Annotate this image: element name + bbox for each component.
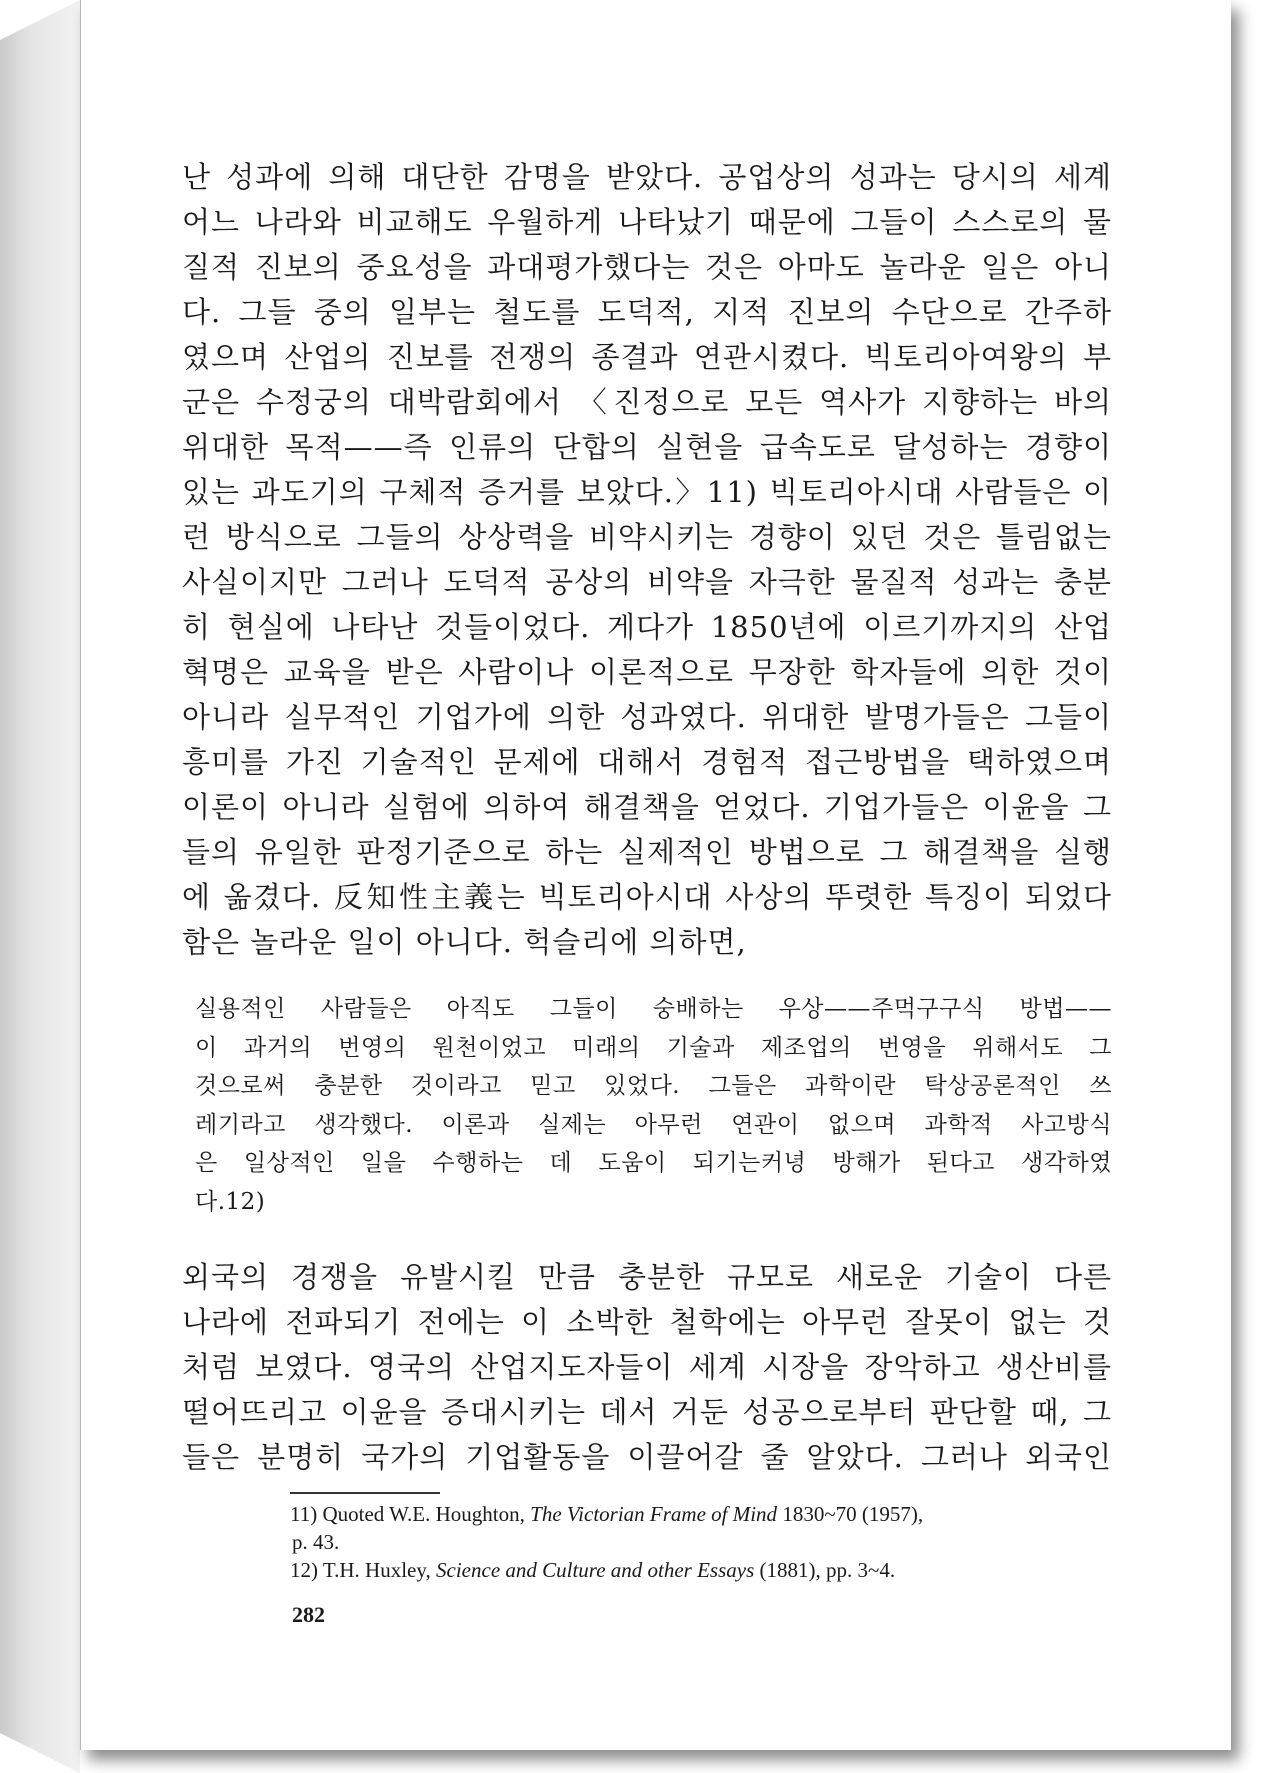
book-edge-top-cut <box>0 0 80 40</box>
text-line: 외국의 경쟁을 유발시킬 만큼 충분한 규모로 새로운 기술이 다른 <box>182 1260 1112 1294</box>
text-line: 위대한 목적——즉 인류의 단합의 실현을 급속도로 달성하는 경향이 <box>182 430 1112 464</box>
text-line: 떨어뜨리고 이윤을 증대시키는 데서 거둔 성공으로부터 판단할 때, 그 <box>182 1395 1112 1429</box>
text-line: 있는 과도기의 구체적 증거를 보았다.〉11) 빅토리아시대 사람들은 이 <box>182 475 1112 509</box>
text-line: 히 현실에 나타난 것들이었다. 게다가 1850년에 이르기까지의 산업 <box>182 610 1112 644</box>
book-spine-edge <box>0 0 80 1773</box>
text-line: 나라에 전파되기 전에는 이 소박한 철학에는 아무런 잘못이 없는 것 <box>182 1305 1112 1339</box>
text-line: 였으며 산업의 진보를 전쟁의 종결과 연관시켰다. 빅토리아여왕의 부 <box>182 340 1112 374</box>
page-number: 282 <box>292 1602 325 1627</box>
text-line: 사실이지만 그러나 도덕적 공상의 비약을 자극한 물질적 성과는 충분 <box>182 565 1112 599</box>
block-quote <box>195 990 1112 1221</box>
footnote-11-continuation: p. 43. <box>292 1530 340 1554</box>
quote-line: 실용적인 사람들은 아직도 그들이 숭배하는 우상——주먹구구식 방법—— <box>195 996 1112 1022</box>
text-line: 이론이 아니라 실험에 의하여 해결책을 얻었다. 기업가들은 이윤을 그 <box>182 790 1112 824</box>
text-line: 난 성과에 의해 대단한 감명을 받았다. 공업상의 성과는 당시의 세계 <box>182 160 1112 194</box>
footnote-divider <box>290 1492 440 1494</box>
book-edge-bottom-cut <box>0 1733 80 1773</box>
text-line: 처럼 보였다. 영국의 산업지도자들이 세계 시장을 장악하고 생산비를 <box>182 1350 1112 1384</box>
text-line: 질적 진보의 중요성을 과대평가했다는 것은 아마도 놀라운 일은 아니 <box>182 250 1112 284</box>
paragraph-1 <box>182 155 1112 965</box>
text-line: 에 옮겼다. 反知性主義는 빅토리아시대 사상의 뚜렷한 특징이 되었다 <box>182 880 1112 914</box>
footnote-12-title: Science and Culture and other Essays <box>436 1558 755 1582</box>
text-line: 흥미를 가진 기술적인 문제에 대해서 경험적 접근방법을 택하였으며 <box>182 745 1112 779</box>
quote-line: 레기라고 생각했다. 이론과 실제는 아무런 연관이 없으며 과학적 사고방식 <box>195 1111 1112 1138</box>
quote-line: 은 일상적인 일을 수행하는 데 도움이 되기는커녕 방해가 된다고 생각하였 <box>195 1150 1112 1176</box>
footnote-11: 11) Quoted W.E. Houghton, The Victorian Frame of Mind 1830~70 (1957), p. 43. <box>290 1500 1150 1556</box>
quote-line: 것으로써 충분한 것이라고 믿고 있었다. 그들은 과학이란 탁상공론적인 쓰 <box>195 1073 1112 1099</box>
text-line: 런 방식으로 그들의 상상력을 비약시키는 경향이 있던 것은 틀림없는 <box>182 520 1112 554</box>
footnote-11-title: The Victorian Frame of Mind <box>530 1502 778 1526</box>
footnote-12: 12) T.H. Huxley, Science and Culture and other Essays (1881), pp. 3~4. <box>290 1558 896 1582</box>
footnotes <box>290 1500 1150 1584</box>
paragraph-2 <box>182 1255 1112 1480</box>
quote-line: 다.12) <box>195 1188 266 1215</box>
text-line: 들의 유일한 판정기준으로 하는 실제적인 방법으로 그 해결책을 실행 <box>182 835 1112 869</box>
text-line: 아니라 실무적인 기업가에 의한 성과였다. 위대한 발명가들은 그들이 <box>182 700 1112 734</box>
text-line: 혁명은 교육을 받은 사람이나 이론적으로 무장한 학자들에 의한 것이 <box>182 655 1112 689</box>
text-line: 함은 놀라운 일이 아니다. 헉슬리에 의하면, <box>182 925 747 959</box>
quote-line: 이 과거의 번영의 원천이었고 미래의 기술과 제조업의 번영을 위해서도 그 <box>195 1034 1112 1061</box>
text-line: 다. 그들 중의 일부는 철도를 도덕적, 지적 진보의 수단으로 간주하 <box>182 295 1112 329</box>
text-line: 어느 나라와 비교해도 우월하게 나타났기 때문에 그들이 스스로의 물 <box>182 205 1112 239</box>
text-line: 군은 수정궁의 대박람회에서 〈진정으로 모든 역사가 지향하는 바의 <box>182 385 1112 419</box>
text-line: 들은 분명히 국가의 기업활동을 이끌어갈 줄 알았다. 그러나 외국인 <box>182 1440 1112 1474</box>
